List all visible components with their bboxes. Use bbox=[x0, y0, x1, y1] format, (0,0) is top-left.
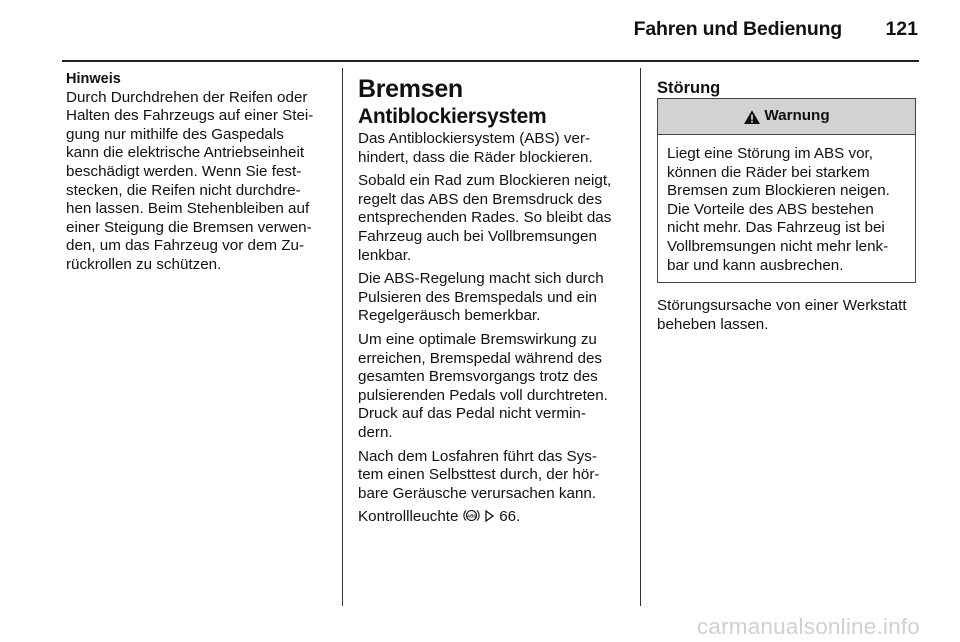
warning-line: nicht mehr. Das Fahrzeug ist bei bbox=[667, 219, 885, 237]
page-reference-arrow-icon bbox=[484, 510, 495, 522]
paragraph bbox=[657, 297, 919, 334]
note-line: Durch Durchdrehen der Reifen oder bbox=[66, 88, 308, 106]
text-line: regelt das ABS den Bremsdruck des bbox=[358, 190, 602, 208]
warning-line: Liegt eine Störung im ABS vor, bbox=[667, 145, 873, 162]
warning-light-label: Kontrollleuchte bbox=[358, 508, 459, 526]
column-fault bbox=[657, 62, 919, 334]
text-line: Störungsursache von einer Werkstatt bbox=[657, 297, 907, 315]
note-line: gung nur mithilfe des Gaspedals bbox=[66, 125, 284, 143]
warning-label: Warnung bbox=[764, 107, 830, 125]
note-line: stecken, die Reifen nicht durchdre- bbox=[66, 181, 301, 199]
column-divider bbox=[342, 68, 343, 606]
text-line: pulsierenden Pedals voll durchtreten. bbox=[358, 386, 608, 404]
page-reference: 66. bbox=[499, 508, 521, 526]
text-line: Um eine optimale Bremswirkung zu bbox=[358, 330, 597, 348]
text-line: erreichen, Bremspedal während des bbox=[358, 349, 602, 367]
note-title: Hinweis bbox=[66, 71, 121, 87]
text-line: tem einen Selbsttest durch, der hör- bbox=[358, 466, 600, 484]
warning-line: Die Vorteile des ABS bestehen bbox=[667, 200, 874, 218]
note-line: beschädigt werden. Wenn Sie fest- bbox=[66, 162, 302, 180]
text-line: gesamten Bremsvorgangs trotz des bbox=[358, 368, 598, 386]
paragraph bbox=[358, 172, 626, 265]
warning-line: bar und kann ausbrechen. bbox=[667, 256, 844, 274]
text-line: entsprechenden Rades. So bleibt das bbox=[358, 209, 612, 227]
text-line: Druck auf das Pedal nicht vermin- bbox=[358, 405, 586, 423]
warning-line: Bremsen zum Blockieren neigen. bbox=[667, 182, 890, 200]
subsection-title: Antiblockiersystem bbox=[358, 105, 547, 128]
text-line: Sobald ein Rad zum Blockieren neigt, bbox=[358, 172, 612, 190]
watermark: carmanualsonline.info bbox=[696, 614, 920, 639]
text-line: Pulsieren des Bremspedals und ein bbox=[358, 288, 597, 306]
text-line: Nach dem Losfahren führt das Sys- bbox=[358, 447, 597, 465]
paragraph bbox=[358, 130, 626, 167]
column-divider bbox=[640, 68, 641, 606]
section-title: Störung bbox=[657, 79, 721, 97]
note-line: Halten des Fahrzeugs auf einer Stei- bbox=[66, 107, 314, 125]
note-line: den, um das Fahrzeug vor dem Zu- bbox=[66, 237, 305, 255]
paragraph bbox=[358, 331, 626, 443]
text-line: lenkbar. bbox=[358, 246, 412, 264]
text-line: dern. bbox=[358, 423, 393, 441]
text-line: beheben lassen. bbox=[657, 315, 769, 333]
paragraph bbox=[358, 270, 626, 326]
column-note bbox=[66, 62, 328, 275]
paragraph bbox=[358, 448, 626, 504]
page-number: 121 bbox=[885, 18, 918, 40]
warning-header bbox=[658, 99, 915, 135]
warning-light-reference bbox=[358, 508, 626, 527]
text-line: hindert, dass die Räder blockieren. bbox=[358, 148, 593, 166]
chapter-title: Fahren und Bedienung bbox=[633, 18, 842, 40]
page-header bbox=[0, 0, 960, 60]
note-line: kann die elektrische Antriebseinheit bbox=[66, 144, 305, 162]
warning-triangle-icon bbox=[743, 109, 761, 125]
note-line: rückrollen zu schützen. bbox=[66, 255, 222, 273]
warning-line: können die Räder bei starkem bbox=[667, 163, 870, 181]
column-brakes bbox=[358, 62, 626, 527]
text-line: Regelgeräusch bemerkbar. bbox=[358, 307, 541, 325]
section-title: Bremsen bbox=[358, 75, 463, 103]
warning-line: Vollbremsungen nicht mehr lenk- bbox=[667, 237, 889, 255]
text-line: bare Geräusche verursachen kann. bbox=[358, 484, 597, 502]
text-line: Fahrzeug auch bei Vollbremsungen bbox=[358, 227, 597, 245]
warning-box bbox=[657, 98, 916, 283]
note-line: einer Steigung die Bremsen verwen- bbox=[66, 218, 312, 236]
warning-body bbox=[658, 135, 915, 282]
text-line: Das Antiblockiersystem (ABS) ver- bbox=[358, 130, 591, 147]
note-line: hen lassen. Beim Stehenbleiben auf bbox=[66, 200, 310, 218]
abs-warning-light-icon bbox=[463, 508, 480, 523]
svg-text:ABS: ABS bbox=[466, 513, 476, 519]
text-line: Die ABS-Regelung macht sich durch bbox=[358, 270, 604, 288]
